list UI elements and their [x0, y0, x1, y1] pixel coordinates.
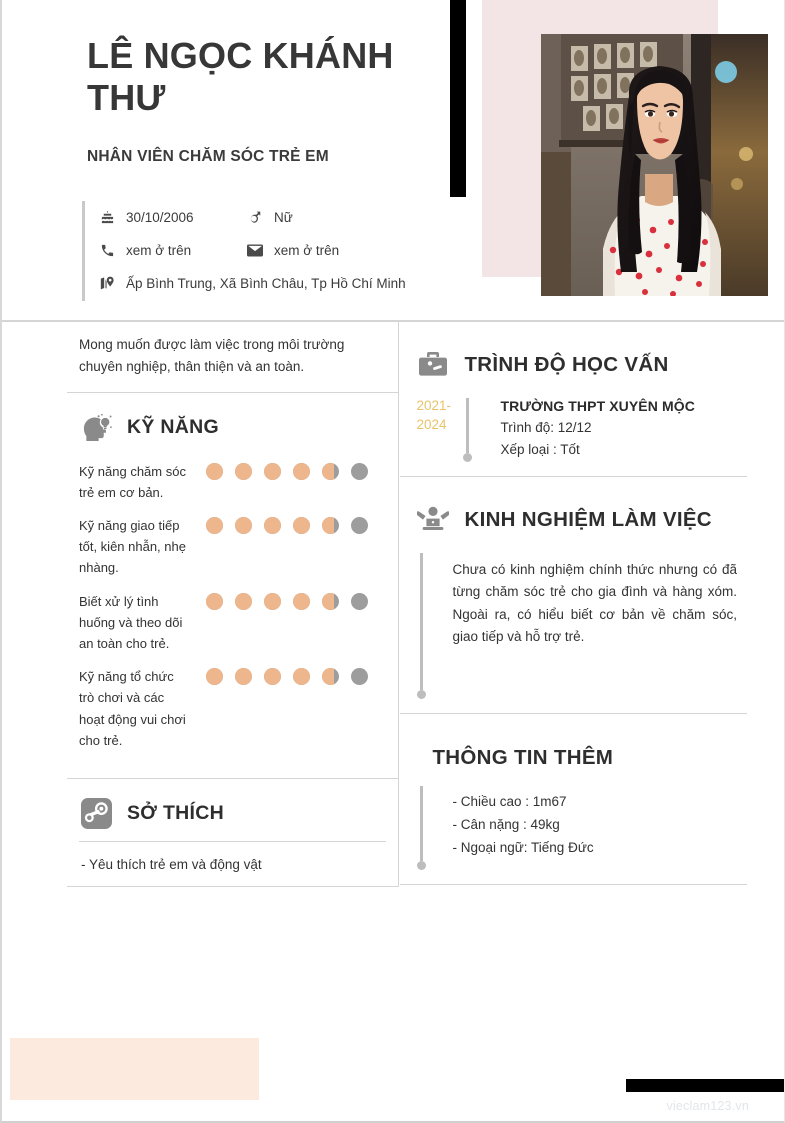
skill-row [79, 590, 386, 655]
additional-line: - Ngoại ngữ: Tiếng Đức [452, 840, 594, 856]
profile-photo [541, 34, 768, 296]
hobbies-section [67, 779, 399, 887]
skill-row [79, 665, 386, 751]
skill-dot[interactable] [293, 463, 310, 480]
skill-dot-fill [293, 668, 310, 685]
additional-header [416, 736, 747, 776]
gender-value: Nữ [274, 210, 293, 225]
experience-header [416, 493, 747, 543]
timeline-end-dot [417, 690, 426, 699]
briefcase-icon [416, 348, 450, 382]
skill-dot[interactable] [322, 668, 339, 685]
skill-rating[interactable] [206, 460, 368, 480]
skill-dot-fill [322, 668, 334, 685]
additional-section [400, 714, 747, 885]
skill-dot-fill [235, 463, 252, 480]
education-entry [416, 396, 747, 462]
skill-dot[interactable] [235, 463, 252, 480]
skill-dot-fill [322, 593, 334, 610]
skill-dot-fill [206, 517, 223, 534]
skill-row [79, 514, 386, 579]
skill-dot[interactable] [264, 517, 281, 534]
education-date: 2021-2024 [416, 398, 451, 433]
additional-line: - Chiều cao : 1m67 [452, 793, 567, 809]
education-title: TRÌNH ĐỘ HỌC VẤN [464, 353, 669, 376]
phone-value: xem ở trên [126, 243, 192, 258]
experience-section [400, 477, 747, 714]
gender-field [245, 210, 293, 225]
black-accent-bar [450, 0, 466, 197]
additional-line: - Cân nặng : 49kg [452, 817, 560, 833]
skill-dot[interactable] [206, 463, 223, 480]
education-level: Trình độ: 12/12 [500, 420, 592, 435]
skill-dot-fill [293, 517, 310, 534]
education-details [500, 396, 747, 462]
skills-header [79, 401, 386, 451]
skill-dot[interactable] [206, 593, 223, 610]
envelope-icon [245, 244, 265, 257]
skill-dot-fill [206, 463, 223, 480]
left-column [2, 322, 400, 887]
skill-dot[interactable] [293, 593, 310, 610]
education-header [416, 338, 747, 388]
skill-dot-fill [235, 668, 252, 685]
skill-dot[interactable] [235, 517, 252, 534]
contact-row-1 [97, 201, 442, 234]
skill-rating[interactable] [206, 590, 368, 610]
experience-entry [416, 551, 747, 699]
phone-icon [97, 243, 117, 258]
birthday-value: 30/10/2006 [126, 210, 194, 225]
skills-title: KỸ NĂNG [127, 416, 220, 439]
peach-decorative-block [10, 1038, 259, 1100]
timeline-bar [420, 786, 423, 861]
skill-dot[interactable] [351, 593, 368, 610]
contact-row-2 [97, 234, 442, 267]
skill-dot[interactable] [235, 593, 252, 610]
education-grade: Xếp loại : Tốt [500, 442, 580, 458]
skill-dot-fill [264, 463, 281, 480]
cv-body [2, 322, 784, 887]
skill-dot-fill [235, 593, 252, 610]
skill-label: Biết xử lý tình huống và theo dõi an toàn cho trẻ. [79, 593, 183, 652]
skill-label: Kỹ năng chăm sóc trẻ em cơ bản. [79, 463, 186, 500]
education-section [400, 322, 747, 477]
objective-text: Mong muốn được làm việc trong môi trường chuyên nghiệp, thân thiện và an toàn. [79, 337, 345, 374]
timeline-end-dot [417, 861, 426, 870]
experience-title: KINH NGHIỆM LÀM VIỆC [464, 507, 712, 531]
steam-logo-icon [79, 797, 113, 831]
skill-dot[interactable] [351, 463, 368, 480]
objective-section [67, 322, 399, 393]
phone-field [97, 243, 245, 258]
skills-list [79, 460, 386, 751]
job-title: NHÂN VIÊN CHĂM SÓC TRẺ EM [87, 148, 329, 165]
skill-dot-fill [293, 463, 310, 480]
gender-icon [245, 210, 265, 225]
skill-dot-fill [322, 517, 334, 534]
experience-details [452, 551, 747, 699]
email-field [245, 243, 339, 258]
right-column [400, 322, 784, 885]
hobbies-header [79, 787, 386, 837]
skill-dot[interactable] [322, 593, 339, 610]
skill-dot[interactable] [206, 668, 223, 685]
skill-dot-fill [264, 593, 281, 610]
skill-dot[interactable] [322, 463, 339, 480]
skill-dot-fill [264, 517, 281, 534]
experience-text: Chưa có kinh nghiệm chính thức nhưng có đã từng chăm sóc trẻ cho gia đình và hàng xóm. Ngoài ra, có hiểu biết cơ bản về chăm sóc, giao tiếp và hỗ trợ trẻ. [452, 561, 737, 645]
skill-dot[interactable] [293, 668, 310, 685]
watermark: vieclam123.vn [666, 1099, 749, 1113]
address-field [97, 276, 406, 292]
timeline-end-dot [463, 453, 472, 462]
person-laptop-icon [416, 503, 450, 537]
skill-dot-fill [206, 668, 223, 685]
skill-rating[interactable] [206, 665, 368, 685]
address-value: Ấp Bình Trung, Xã Bình Châu, Tp Hồ Chí Minh [126, 276, 406, 291]
experience-timeline [416, 551, 452, 699]
skill-dot[interactable] [235, 668, 252, 685]
skill-dot[interactable] [264, 668, 281, 685]
skill-rating[interactable] [206, 514, 368, 534]
contact-info [82, 201, 442, 301]
skill-dot-fill [322, 463, 334, 480]
timeline-bar [420, 553, 423, 690]
cake-icon [97, 210, 117, 225]
skill-dot-fill [235, 517, 252, 534]
email-value: xem ở trên [274, 243, 340, 258]
skill-dot[interactable] [351, 517, 368, 534]
additional-title: THÔNG TIN THÊM [432, 745, 614, 769]
skill-dot-fill [206, 593, 223, 610]
page-title: LÊ NGỌC KHÁNH THƯ [87, 35, 394, 119]
skill-dot[interactable] [206, 517, 223, 534]
skill-dot[interactable] [264, 463, 281, 480]
skill-label: Kỹ năng tổ chức trò chơi và các hoạt động vui chơi cho trẻ. [79, 669, 186, 748]
additional-timeline [416, 784, 452, 870]
skill-dot-fill [264, 668, 281, 685]
skills-section [67, 393, 399, 779]
skill-dot[interactable] [322, 517, 339, 534]
skill-label: Kỹ năng giao tiếp tốt, kiên nhẫn, nhẹ nhàng. [79, 518, 186, 576]
timeline-bar [466, 398, 469, 453]
education-timeline [462, 396, 500, 462]
contact-row-3 [97, 267, 442, 300]
additional-entry [416, 784, 747, 870]
skill-row [79, 460, 386, 503]
map-marker-icon [97, 276, 117, 292]
skill-dot[interactable] [293, 517, 310, 534]
skill-dot[interactable] [264, 593, 281, 610]
skill-dot[interactable] [351, 668, 368, 685]
black-footer-bar [626, 1079, 784, 1092]
additional-details [452, 784, 747, 870]
education-school: TRƯỜNG THPT XUYÊN MỘC [500, 398, 695, 414]
profile-photo-image [541, 34, 768, 296]
birthday-field [97, 210, 245, 225]
head-lightbulb-icon [79, 411, 113, 445]
cv-header [2, 0, 784, 322]
skill-dot-fill [293, 593, 310, 610]
hobbies-title: SỞ THÍCH [127, 802, 225, 825]
hobbies-text: - Yêu thích trẻ em và động vật [81, 856, 262, 872]
